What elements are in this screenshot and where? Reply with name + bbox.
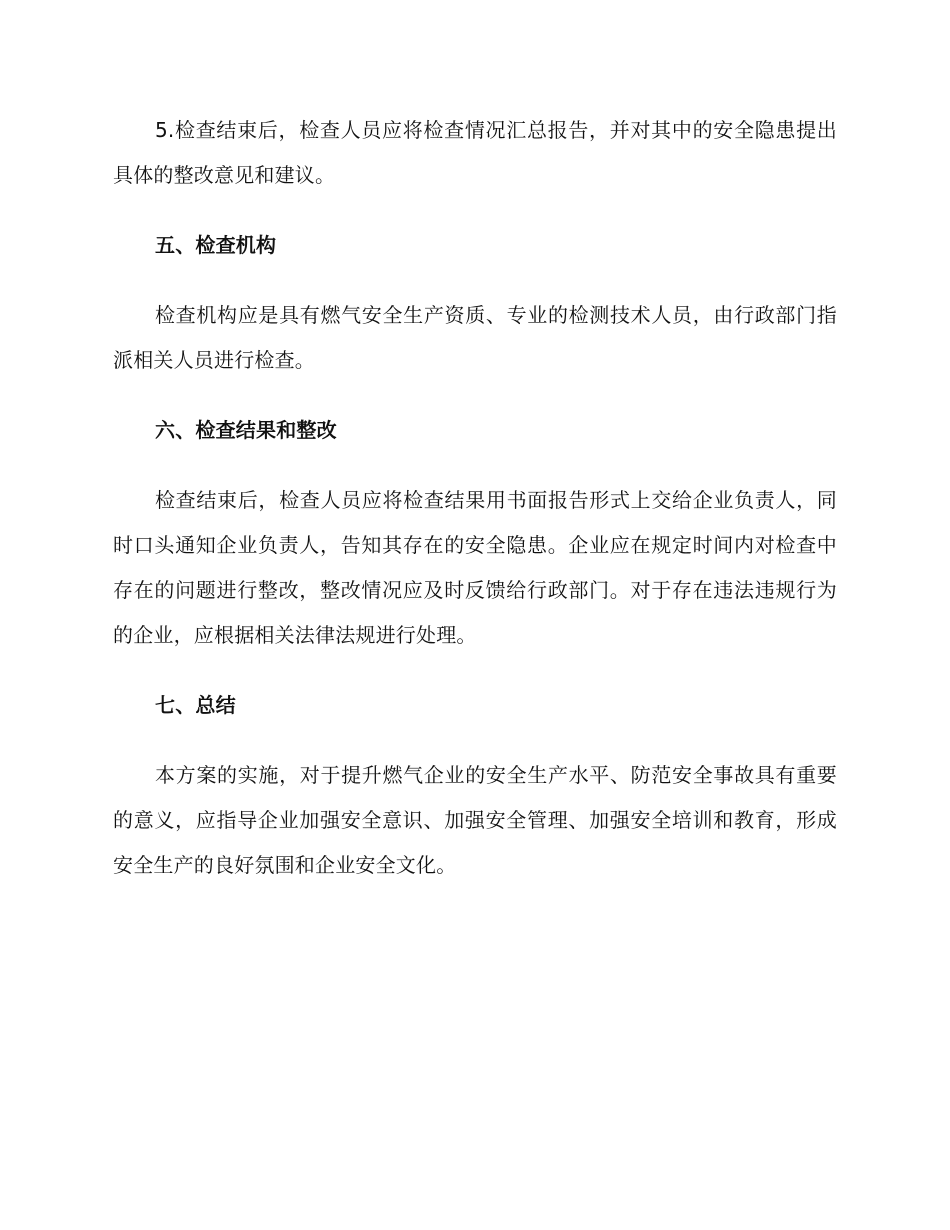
spacer [113,658,837,683]
spacer [113,198,837,223]
spacer [113,268,837,293]
paragraph-results-rectification: 检查结束后，检查人员应将检查结果用书面报告形式上交给企业负责人，同时口头通知企业负责人，告知其存在的安全隐患。企业应在规定时间内对检查中存在的问题进行整改，整改情况应及时反馈给行政部门。对于存在违法违规行为的企业，应根据相关法律法规进行处理。 [113,488,837,647]
spacer [113,383,837,408]
spacer [113,728,837,753]
paragraph-inspection-report: 5.检查结束后，检查人员应将检查情况汇总报告，并对其中的安全隐患提出具体的整改意见和建议。 [113,118,837,187]
heading-summary: 七、总结 [155,693,236,717]
heading-results-rectification: 六、检查结果和整改 [155,418,337,442]
heading-inspection-agency: 五、检查机构 [155,233,277,257]
document-body [113,108,837,888]
paragraph-inspection-agency: 检查机构应是具有燃气安全生产资质、专业的检测技术人员，由行政部门指派相关人员进行检查。 [113,303,837,372]
spacer [113,453,837,478]
paragraph-summary: 本方案的实施，对于提升燃气企业的安全生产水平、防范安全事故具有重要的意义，应指导企业加强安全意识、加强安全管理、加强安全培训和教育，形成安全生产的良好氛围和企业安全文化。 [113,763,837,877]
